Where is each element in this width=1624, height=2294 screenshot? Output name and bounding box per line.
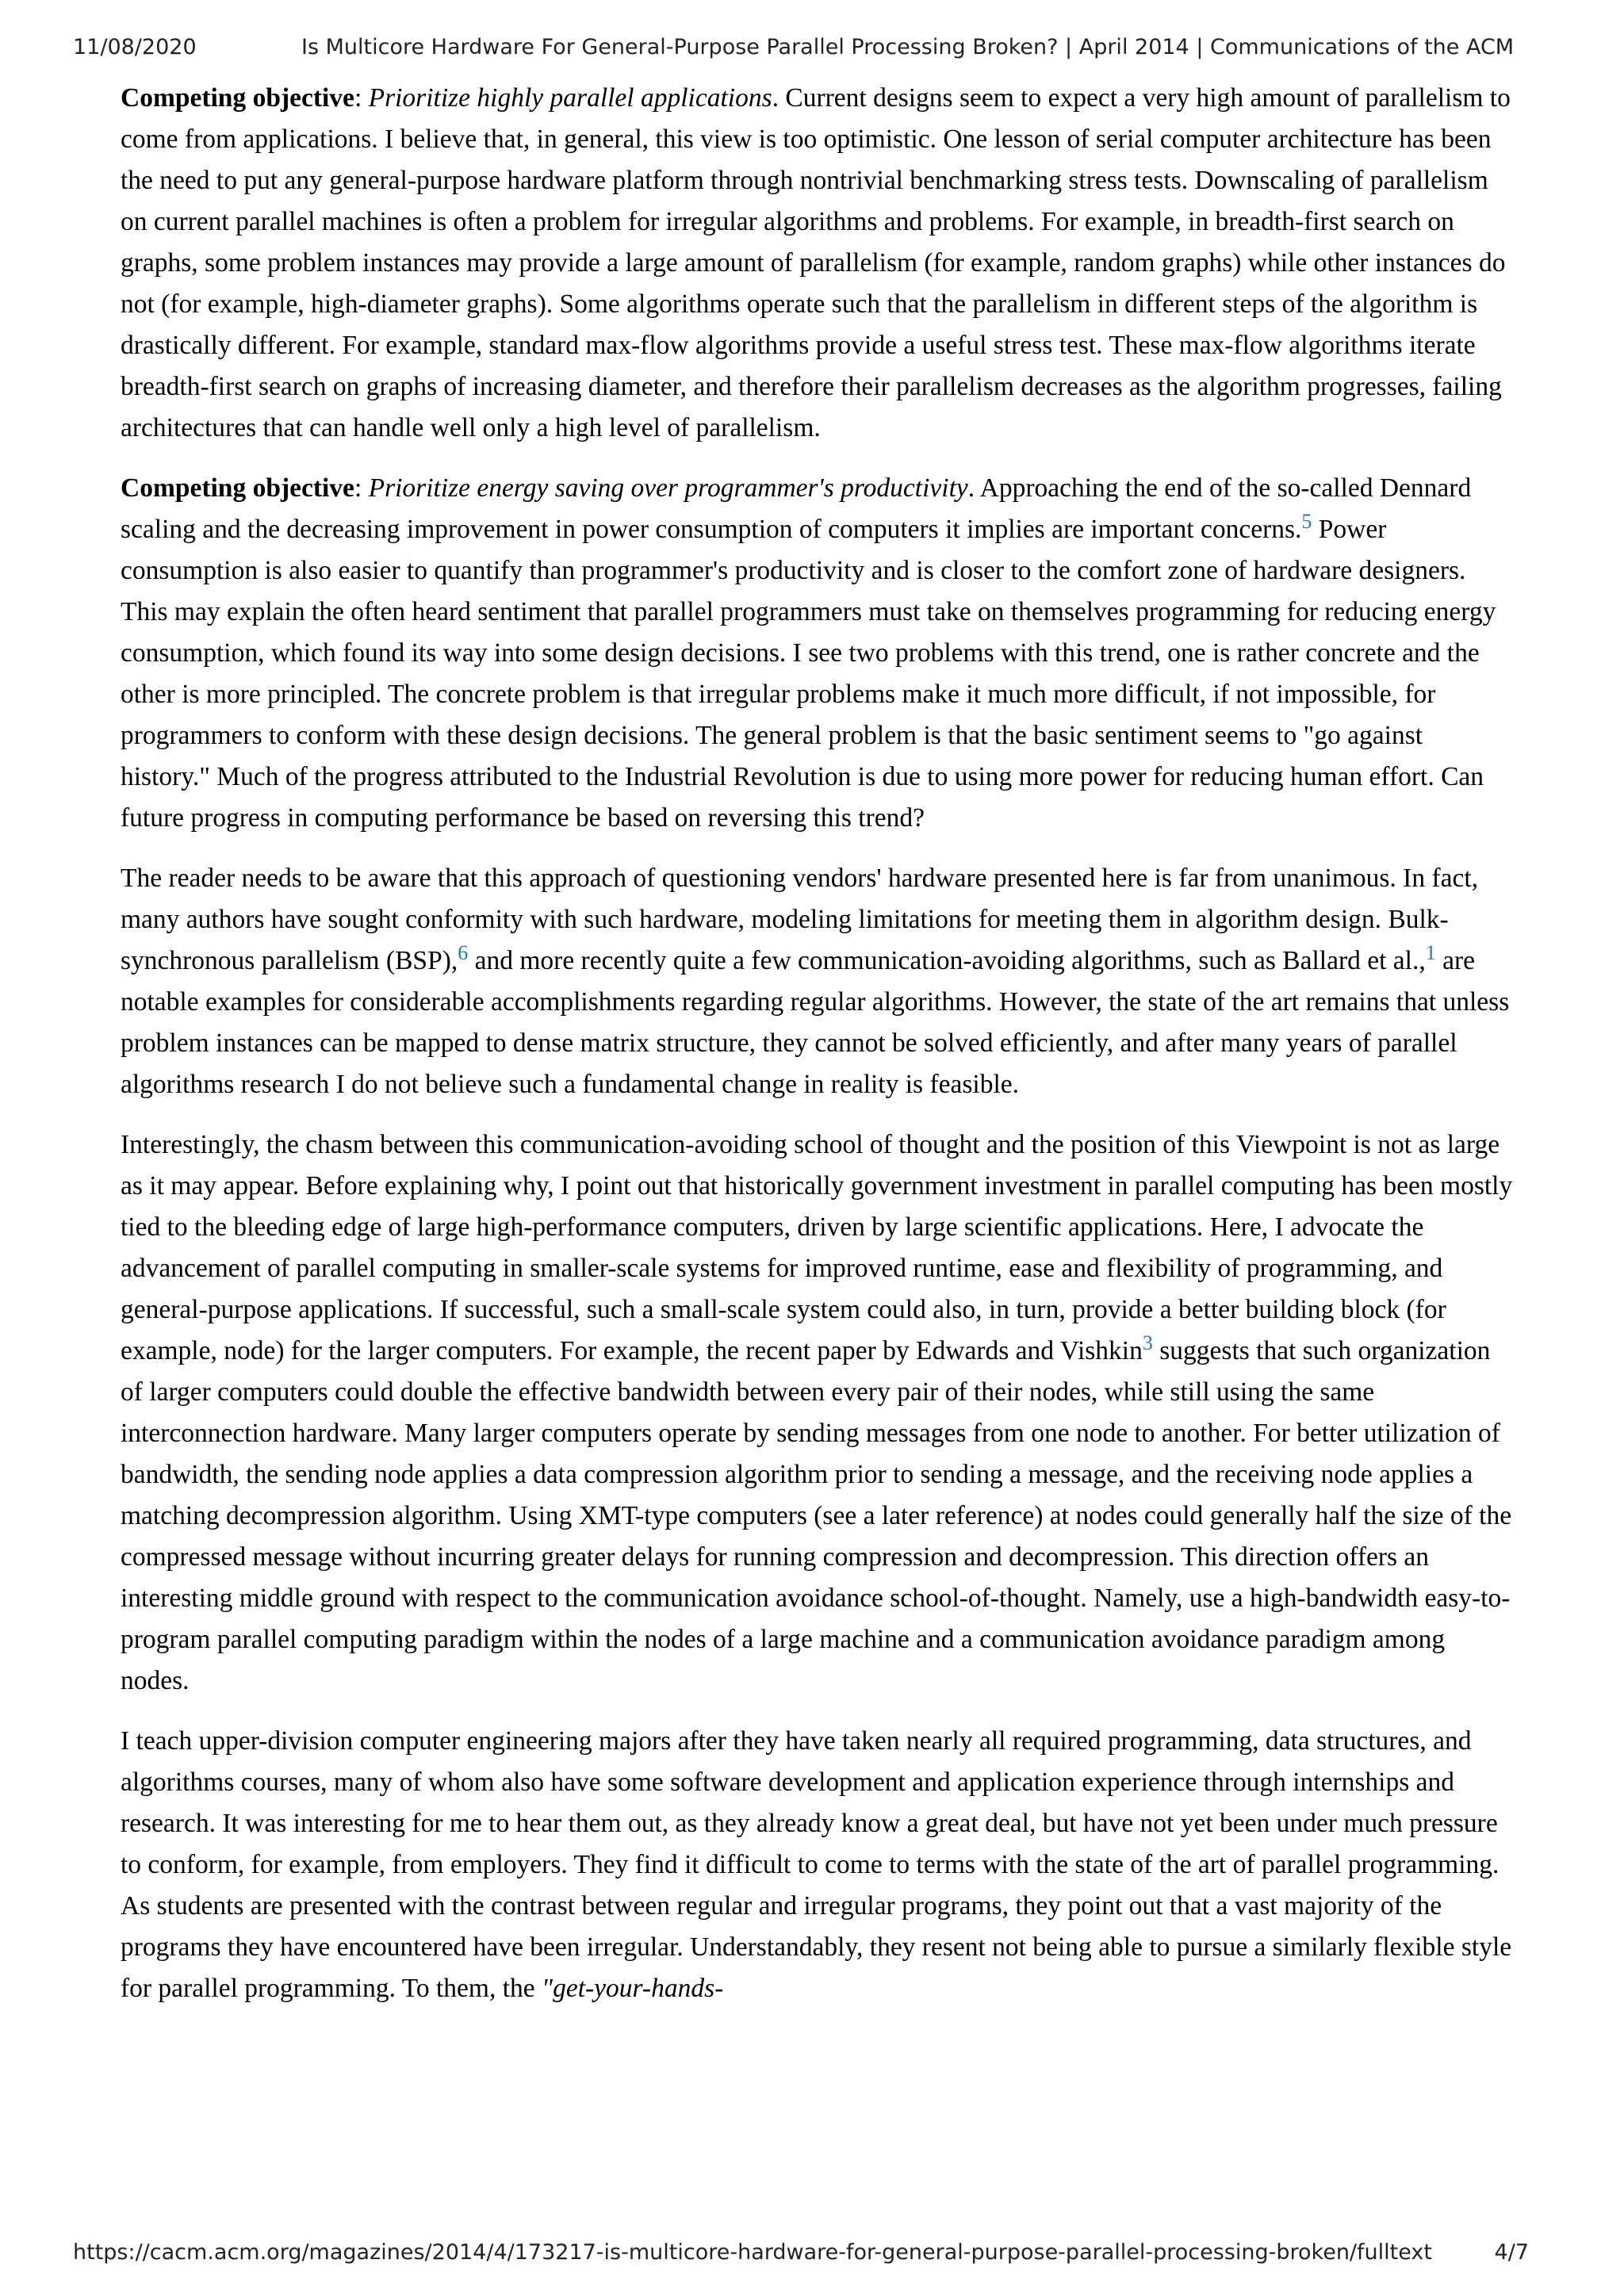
paragraph-energy-saving: Competing objective: Prioritize energy saving over programmer's productivity. Approaching the end of the so-called Dennard scaling and the decreasing improvement in power consumption of computers it implies are important concerns.$^5$ Power consumption is also easier to quantify than programmer's productivity and is closer to the comfort zone of hardware designers. This may explain the often heard sentiment that parallel programmers must take on themselves programming for reducing energy consumption, which found its way into some design decisions. I see two problems with this trend, one is rather concrete and the other is more principled. The concrete problem is that irregular problems make it much more difficult, if not impossible, for programmers to conform with these design decisions. The general problem is that the basic sentiment seems to "go against history." Much of the progress attributed to the Industrial Revolution is due to using more power for reducing human effort. Can future progress in computing performance be based on reversing this trend?	[121, 473, 1496, 833]
objective-label: Competing objective	[121, 83, 354, 113]
reference-link-3[interactable]: 3	[1142, 1331, 1153, 1354]
objective-label: Competing objective	[121, 473, 354, 503]
objective-title: Prioritize highly parallel applications	[368, 83, 772, 113]
print-page-title: Is Multicore Hardware For General-Purpose Parallel Processing Broken? | April 2014 | Communications of the ACM	[301, 35, 1515, 59]
page-number: 4/7	[1494, 2240, 1529, 2265]
article-body	[121, 78, 1516, 2028]
print-footer	[73, 2240, 1551, 2272]
print-url: https://cacm.acm.org/magazines/2014/4/173217-is-multicore-hardware-for-general-purpose-parallel-processing-broken/fulltext	[73, 2240, 1432, 2265]
print-header	[73, 35, 1551, 67]
print-date: 11/08/2020	[73, 35, 197, 59]
paragraph-highly-parallel: Competing objective: Prioritize highly parallel applications. Current designs seem to expect a very high amount of parallelism to come from applications. I believe that, in general, this view is too optimistic. One lesson of serial computer architecture has been the need to put any general-purpose hardware platform through nontrivial benchmarking stress tests. Downscaling of parallelism on current parallel machines is often a problem for irregular algorithms and problems. For example, in breadth-first search on graphs, some problem instances may provide a large amount of parallelism (for example, random graphs) while other instances do not (for example, high-diameter graphs). Some algorithms operate such that the parallelism in different steps of the algorithm is drastically different. For example, standard max-flow algorithms provide a useful stress test. These max-flow algorithms iterate breadth-first search on graphs of increasing diameter, and therefore their parallelism decreases as the algorithm progresses, failing architectures that can handle well only a high level of parallelism.	[121, 83, 1511, 442]
paragraph-chasm: Interestingly, the chasm between this communication-avoiding school of thought and the position of this Viewpoint is not as large as it may appear. Before explaining why, I point out that historically government investment in parallel computing has been mostly tied to the bleeding edge of large high-performance computers, driven by large scientific applications. Here, I advocate the advancement of parallel computing in smaller-scale systems for improved runtime, ease and flexibility of programming, and general-purpose applications. If successful, such a small-scale system could also, in turn, provide a better building block (for example, node) for the larger computers. For example, the recent paper by Edwards and Vishkin$^3$ suggests that such organization of larger computers could double the effective bandwidth between every pair of their nodes, while still using the same interconnection hardware. Many larger computers operate by sending messages from one node to another. For better utilization of bandwidth, the sending node applies a data compression algorithm prior to sending a message, and the receiving node applies a matching decompression algorithm. Using XMT-type computers (see a later reference) at nodes could generally half the size of the compressed message without incurring greater delays for running compression and decompression. This direction offers an interesting middle ground with respect to the communication avoidance school-of-thought. Namely, use a high-bandwidth easy-to-program parallel computing paradigm within the nodes of a large machine and a communication avoidance paradigm among nodes.	[121, 1130, 1513, 1695]
paragraph-students: I teach upper-division computer engineering majors after they have taken nearly all required programming, data structures, and algorithms courses, many of whom also have some software development and application experience through internships and research. It was interesting for me to hear them out, as they already know a great deal, but have not yet been under much pressure to conform, for example, from employers. They find it difficult to come to terms with the state of the art of parallel programming. As students are presented with the contrast between regular and irregular programs, they point out that a vast majority of the programs they have encountered have been irregular. Understandably, they resent not being able to pursue a similarly flexible style for parallel programming. To them, the "get-your-hands-	[121, 1726, 1512, 2003]
reference-link-6[interactable]: 6	[458, 940, 469, 964]
paragraph-reader-aware: The reader needs to be aware that this approach of questioning vendors' hardware presented here is far from unanimous. In fact, many authors have sought conformity with such hardware, modeling limitations for meeting them in algorithm design. Bulk-synchronous parallelism (BSP),$^6$ and more recently quite a few communication-avoiding algorithms, such as Ballard et al.,$^1$ are notable examples for considerable accomplishments regarding regular algorithms. However, the state of the art remains that unless problem instances can be mapped to dense matrix structure, they cannot be solved efficiently, and after many years of parallel algorithms research I do not believe such a fundamental change in reality is feasible.	[121, 864, 1510, 1099]
reference-link-1[interactable]: 1	[1425, 940, 1436, 964]
objective-title: Prioritize energy saving over programmer's productivity	[368, 473, 968, 503]
reference-link-5[interactable]: 5	[1301, 509, 1312, 533]
